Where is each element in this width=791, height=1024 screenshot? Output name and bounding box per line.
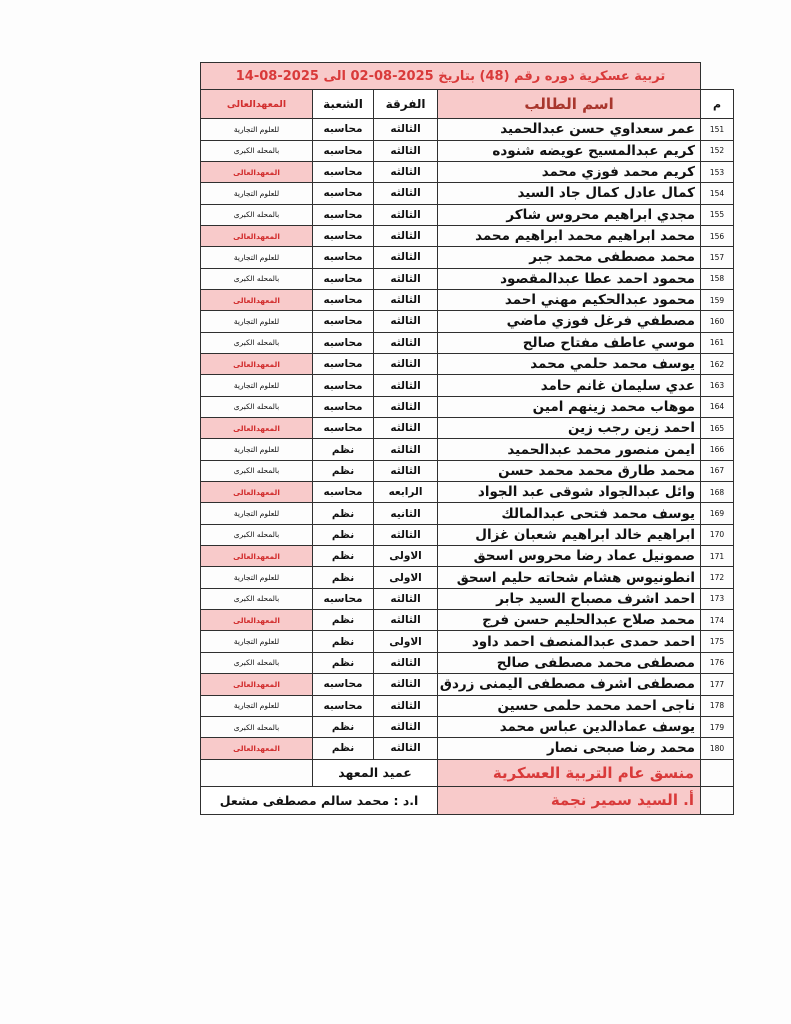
col-header-student-name: اسم الطالب [438, 90, 701, 119]
student-name: ناجى احمد محمد حلمى حسين [438, 695, 701, 716]
title-row-spacer [701, 63, 734, 90]
division-cell: محاسبه [313, 204, 374, 225]
student-name: عدي سليمان غانم حامد [438, 375, 701, 396]
grade-cell: الثالثه [374, 695, 438, 716]
institute-cell: بالمحله الكبرى [201, 332, 313, 353]
dean-name: ا.د : محمد سالم مصطفى مشعل [201, 786, 438, 814]
footer-row-titles [201, 759, 734, 786]
table-row [201, 460, 734, 481]
student-name: محمد رضا صبحى نصار [438, 738, 701, 760]
row-number: 151 [701, 119, 734, 140]
table-row [201, 439, 734, 460]
division-cell: محاسبه [313, 396, 374, 417]
division-cell: نظم [313, 652, 374, 673]
institute-cell: للعلوم التجارية [201, 183, 313, 204]
grade-cell: الثالثه [374, 460, 438, 481]
row-number: 153 [701, 161, 734, 182]
student-name: كمال عادل كمال جاد السيد [438, 183, 701, 204]
student-name: موسي عاطف مفتاح صالح [438, 332, 701, 353]
institute-cell: المعهدالعالى [201, 225, 313, 246]
grade-cell: الثالثه [374, 289, 438, 310]
division-cell: نظم [313, 524, 374, 545]
student-name: محمد ابراهيم محمد ابراهيم محمد [438, 225, 701, 246]
student-name: محمد طارق محمد محمد حسن [438, 460, 701, 481]
division-cell: نظم [313, 738, 374, 760]
grade-cell: الثالثه [374, 375, 438, 396]
division-cell: محاسبه [313, 311, 374, 332]
institute-cell: للعلوم التجارية [201, 375, 313, 396]
row-number: 161 [701, 332, 734, 353]
student-name: محمود احمد عطا عبدالمقصود [438, 268, 701, 289]
row-number: 164 [701, 396, 734, 417]
table-row [201, 183, 734, 204]
grade-cell: الثالثه [374, 311, 438, 332]
institute-cell: المعهدالعالى [201, 289, 313, 310]
table-row [201, 332, 734, 353]
institute-cell: المعهدالعالى [201, 674, 313, 695]
row-number: 165 [701, 418, 734, 439]
row-number: 170 [701, 524, 734, 545]
division-cell: نظم [313, 631, 374, 652]
division-cell: محاسبه [313, 225, 374, 246]
institute-cell: للعلوم التجارية [201, 247, 313, 268]
division-cell: نظم [313, 716, 374, 737]
row-number: 179 [701, 716, 734, 737]
row-number: 160 [701, 311, 734, 332]
institute-cell: بالمحله الكبرى [201, 652, 313, 673]
coordinator-name: أ. السيد سمير نجمة [438, 786, 701, 814]
grade-cell: الرابعه [374, 482, 438, 503]
table-row [201, 354, 734, 375]
table-row [201, 567, 734, 588]
student-name: موهاب محمد زينهم امين [438, 396, 701, 417]
division-cell: محاسبه [313, 161, 374, 182]
student-name: يوسف محمد حلمي محمد [438, 354, 701, 375]
table-row [201, 119, 734, 140]
col-header-institute: المعهدالعالى [201, 90, 313, 119]
row-number: 168 [701, 482, 734, 503]
column-header-row [201, 90, 734, 119]
student-name: مجدي ابراهيم محروس شاكر [438, 204, 701, 225]
row-number: 177 [701, 674, 734, 695]
division-cell: محاسبه [313, 119, 374, 140]
grade-cell: الاولى [374, 631, 438, 652]
grade-cell: الثالثه [374, 183, 438, 204]
table-row [201, 204, 734, 225]
row-number: 158 [701, 268, 734, 289]
student-name: ابراهيم خالد ابراهيم شعبان غزال [438, 524, 701, 545]
table-row [201, 738, 734, 760]
table-row [201, 631, 734, 652]
table-row [201, 588, 734, 609]
grade-cell: الثالثه [374, 140, 438, 161]
student-name: وائل عبدالجواد شوقى عبد الجواد [438, 482, 701, 503]
institute-cell: للعلوم التجارية [201, 439, 313, 460]
division-cell: نظم [313, 567, 374, 588]
grade-cell: الثالثه [374, 716, 438, 737]
division-cell: محاسبه [313, 418, 374, 439]
grade-cell: الثالثه [374, 225, 438, 246]
grade-cell: الثالثه [374, 204, 438, 225]
col-header-grade: الفرقة [374, 90, 438, 119]
table-row [201, 140, 734, 161]
military-education-roster-document [200, 62, 733, 815]
row-number: 175 [701, 631, 734, 652]
grade-cell: الثالثه [374, 247, 438, 268]
institute-cell: بالمحله الكبرى [201, 588, 313, 609]
table-row [201, 418, 734, 439]
grade-cell: الثالثه [374, 396, 438, 417]
table-row [201, 546, 734, 567]
division-cell: نظم [313, 610, 374, 631]
student-name: محمد صلاح عبدالحليم حسن فرج [438, 610, 701, 631]
institute-cell: بالمحله الكبرى [201, 460, 313, 481]
student-roster-table [200, 62, 734, 815]
row-number: 173 [701, 588, 734, 609]
document-title: تربية عسكرية دوره رقم (48) بتاريخ 2025-08-02 الى 2025-08-14 [201, 63, 701, 90]
footer-row-names [201, 786, 734, 814]
grade-cell: الثالثه [374, 588, 438, 609]
row-number: 180 [701, 738, 734, 760]
student-name: مصطفى اشرف مصطفى اليمنى زردق [438, 674, 701, 695]
table-row [201, 247, 734, 268]
student-name: انطونيوس هشام شحاته حليم اسحق [438, 567, 701, 588]
table-row [201, 695, 734, 716]
table-row [201, 610, 734, 631]
institute-cell: بالمحله الكبرى [201, 396, 313, 417]
col-header-division: الشعبة [313, 90, 374, 119]
student-name: يوسف عمادالدين عباس محمد [438, 716, 701, 737]
table-row [201, 268, 734, 289]
grade-cell: الثالثه [374, 674, 438, 695]
footer-number-cell-2 [701, 786, 734, 814]
student-name: احمد حمدى عبدالمنصف احمد داود [438, 631, 701, 652]
student-name: محمود عبدالحكيم مهني احمد [438, 289, 701, 310]
grade-cell: الثالثه [374, 119, 438, 140]
row-number: 167 [701, 460, 734, 481]
grade-cell: الثالثه [374, 524, 438, 545]
institute-cell: للعلوم التجارية [201, 631, 313, 652]
row-number: 152 [701, 140, 734, 161]
student-name: احمد اشرف مصباح السيد جابر [438, 588, 701, 609]
grade-cell: الثالثه [374, 738, 438, 760]
row-number: 169 [701, 503, 734, 524]
row-number: 176 [701, 652, 734, 673]
table-row [201, 161, 734, 182]
institute-cell: المعهدالعالى [201, 354, 313, 375]
division-cell: محاسبه [313, 482, 374, 503]
division-cell: محاسبه [313, 674, 374, 695]
col-header-number: م [701, 90, 734, 119]
institute-cell: المعهدالعالى [201, 546, 313, 567]
student-name: كريم محمد فوزي محمد [438, 161, 701, 182]
title-row [201, 63, 734, 90]
row-number: 172 [701, 567, 734, 588]
row-number: 154 [701, 183, 734, 204]
division-cell: محاسبه [313, 268, 374, 289]
institute-cell: بالمحله الكبرى [201, 140, 313, 161]
division-cell: نظم [313, 546, 374, 567]
table-row [201, 503, 734, 524]
division-cell: محاسبه [313, 183, 374, 204]
institute-cell: للعلوم التجارية [201, 695, 313, 716]
institute-cell: بالمحله الكبرى [201, 524, 313, 545]
division-cell: محاسبه [313, 588, 374, 609]
grade-cell: الثالثه [374, 161, 438, 182]
table-row [201, 311, 734, 332]
grade-cell: الثالثه [374, 268, 438, 289]
student-name: ايمن منصور محمد عبدالحميد [438, 439, 701, 460]
division-cell: محاسبه [313, 289, 374, 310]
institute-cell: المعهدالعالى [201, 161, 313, 182]
table-row [201, 524, 734, 545]
row-number: 166 [701, 439, 734, 460]
grade-cell: الاولى [374, 567, 438, 588]
institute-cell: بالمحله الكبرى [201, 268, 313, 289]
table-row [201, 375, 734, 396]
student-name: عمر سعداوي حسن عبدالحميد [438, 119, 701, 140]
student-name: كريم عبدالمسيح عويضه شنوده [438, 140, 701, 161]
table-row [201, 652, 734, 673]
table-row [201, 482, 734, 503]
student-name: صمونيل عماد رضا محروس اسحق [438, 546, 701, 567]
student-name: احمد زين رجب زين [438, 418, 701, 439]
table-row [201, 289, 734, 310]
division-cell: محاسبه [313, 695, 374, 716]
grade-cell: الثالثه [374, 354, 438, 375]
student-name: مصطفي فرغل فوزي ماضي [438, 311, 701, 332]
row-number: 155 [701, 204, 734, 225]
grade-cell: الثالثه [374, 439, 438, 460]
student-name: يوسف محمد فتحى عبدالمالك [438, 503, 701, 524]
institute-cell: المعهدالعالى [201, 610, 313, 631]
table-row [201, 716, 734, 737]
institute-cell: للعلوم التجارية [201, 503, 313, 524]
grade-cell: الثالثه [374, 652, 438, 673]
grade-cell: الاولى [374, 546, 438, 567]
division-cell: محاسبه [313, 354, 374, 375]
division-cell: محاسبه [313, 140, 374, 161]
institute-cell: للعلوم التجارية [201, 567, 313, 588]
institute-cell: بالمحله الكبرى [201, 716, 313, 737]
table-row [201, 225, 734, 246]
grade-cell: الثانيه [374, 503, 438, 524]
table-row [201, 396, 734, 417]
institute-cell: المعهدالعالى [201, 738, 313, 760]
student-name: مصطفى محمد مصطفى صالح [438, 652, 701, 673]
row-number: 156 [701, 225, 734, 246]
division-cell: محاسبه [313, 247, 374, 268]
institute-cell: للعلوم التجارية [201, 311, 313, 332]
row-number: 174 [701, 610, 734, 631]
row-number: 163 [701, 375, 734, 396]
row-number: 157 [701, 247, 734, 268]
division-cell: نظم [313, 460, 374, 481]
institute-cell: المعهدالعالى [201, 418, 313, 439]
grade-cell: الثالثه [374, 418, 438, 439]
coordinator-title: منسق عام التربية العسكرية [438, 759, 701, 786]
division-cell: نظم [313, 503, 374, 524]
institute-cell: بالمحله الكبرى [201, 204, 313, 225]
institute-cell: المعهدالعالى [201, 482, 313, 503]
row-number: 171 [701, 546, 734, 567]
student-name: محمد مصطفى محمد جبر [438, 247, 701, 268]
dean-title: عميد المعهد [313, 759, 438, 786]
division-cell: محاسبه [313, 375, 374, 396]
row-number: 159 [701, 289, 734, 310]
row-number: 162 [701, 354, 734, 375]
table-row [201, 674, 734, 695]
division-cell: محاسبه [313, 332, 374, 353]
institute-cell: للعلوم التجارية [201, 119, 313, 140]
division-cell: نظم [313, 439, 374, 460]
footer-number-cell [701, 759, 734, 786]
footer-empty-cell [201, 759, 313, 786]
grade-cell: الثالثه [374, 610, 438, 631]
grade-cell: الثالثه [374, 332, 438, 353]
table-body [201, 119, 734, 760]
row-number: 178 [701, 695, 734, 716]
